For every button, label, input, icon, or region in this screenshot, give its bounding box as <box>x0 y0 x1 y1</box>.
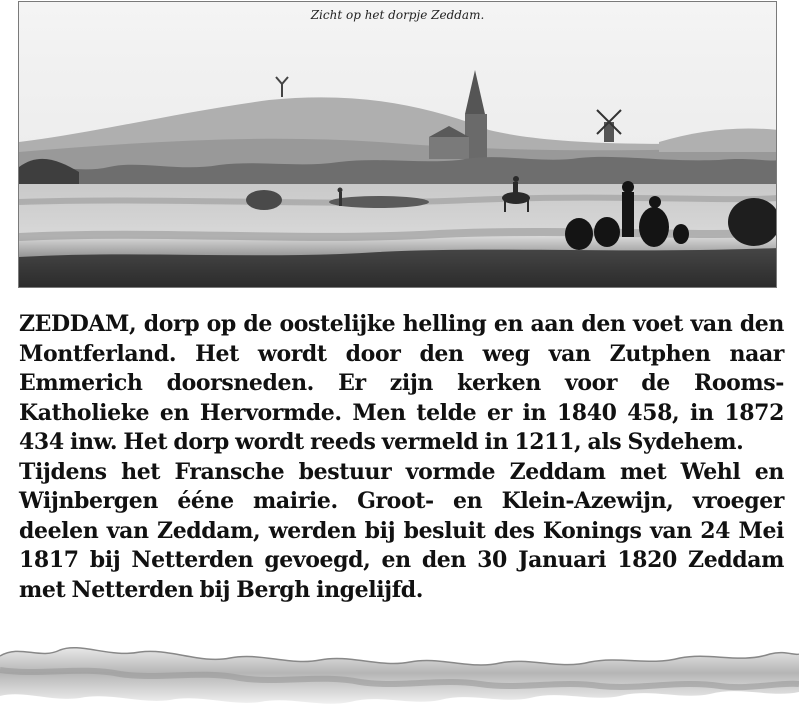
landscape-drawing <box>19 2 777 288</box>
illustration-caption: Zicht op het dorpje Zeddam. <box>310 8 485 22</box>
paragraph: Tijdens het Fransche bestuur vormde Zeddam met Wehl en Wijnbergen ééne mairie. Groot- en Klein-Azewijn, vroeger deelen van Zeddam, werden bij besluit des Konings van 24 Mei 1817 bij Netterden gevoegd, en den 30 Januari 1820 Zeddam met Netterden bij Bergh ingelijfd. <box>19 458 784 603</box>
torn-paper-edge <box>0 630 799 708</box>
article-body <box>19 310 784 605</box>
village-illustration <box>18 1 777 288</box>
paragraph: ZEDDAM, dorp op de oostelijke helling en aan den voet van den Montferland. Het wordt door den weg van Zutphen naar Emmerich doorsneden. Er zijn kerken voor de Rooms-Katholieke en Hervormde. Men telde er in 1840 458, in 1872 434 inw. Het dorp wordt reeds vermeld in 1211, als Sydehem. <box>19 311 784 455</box>
